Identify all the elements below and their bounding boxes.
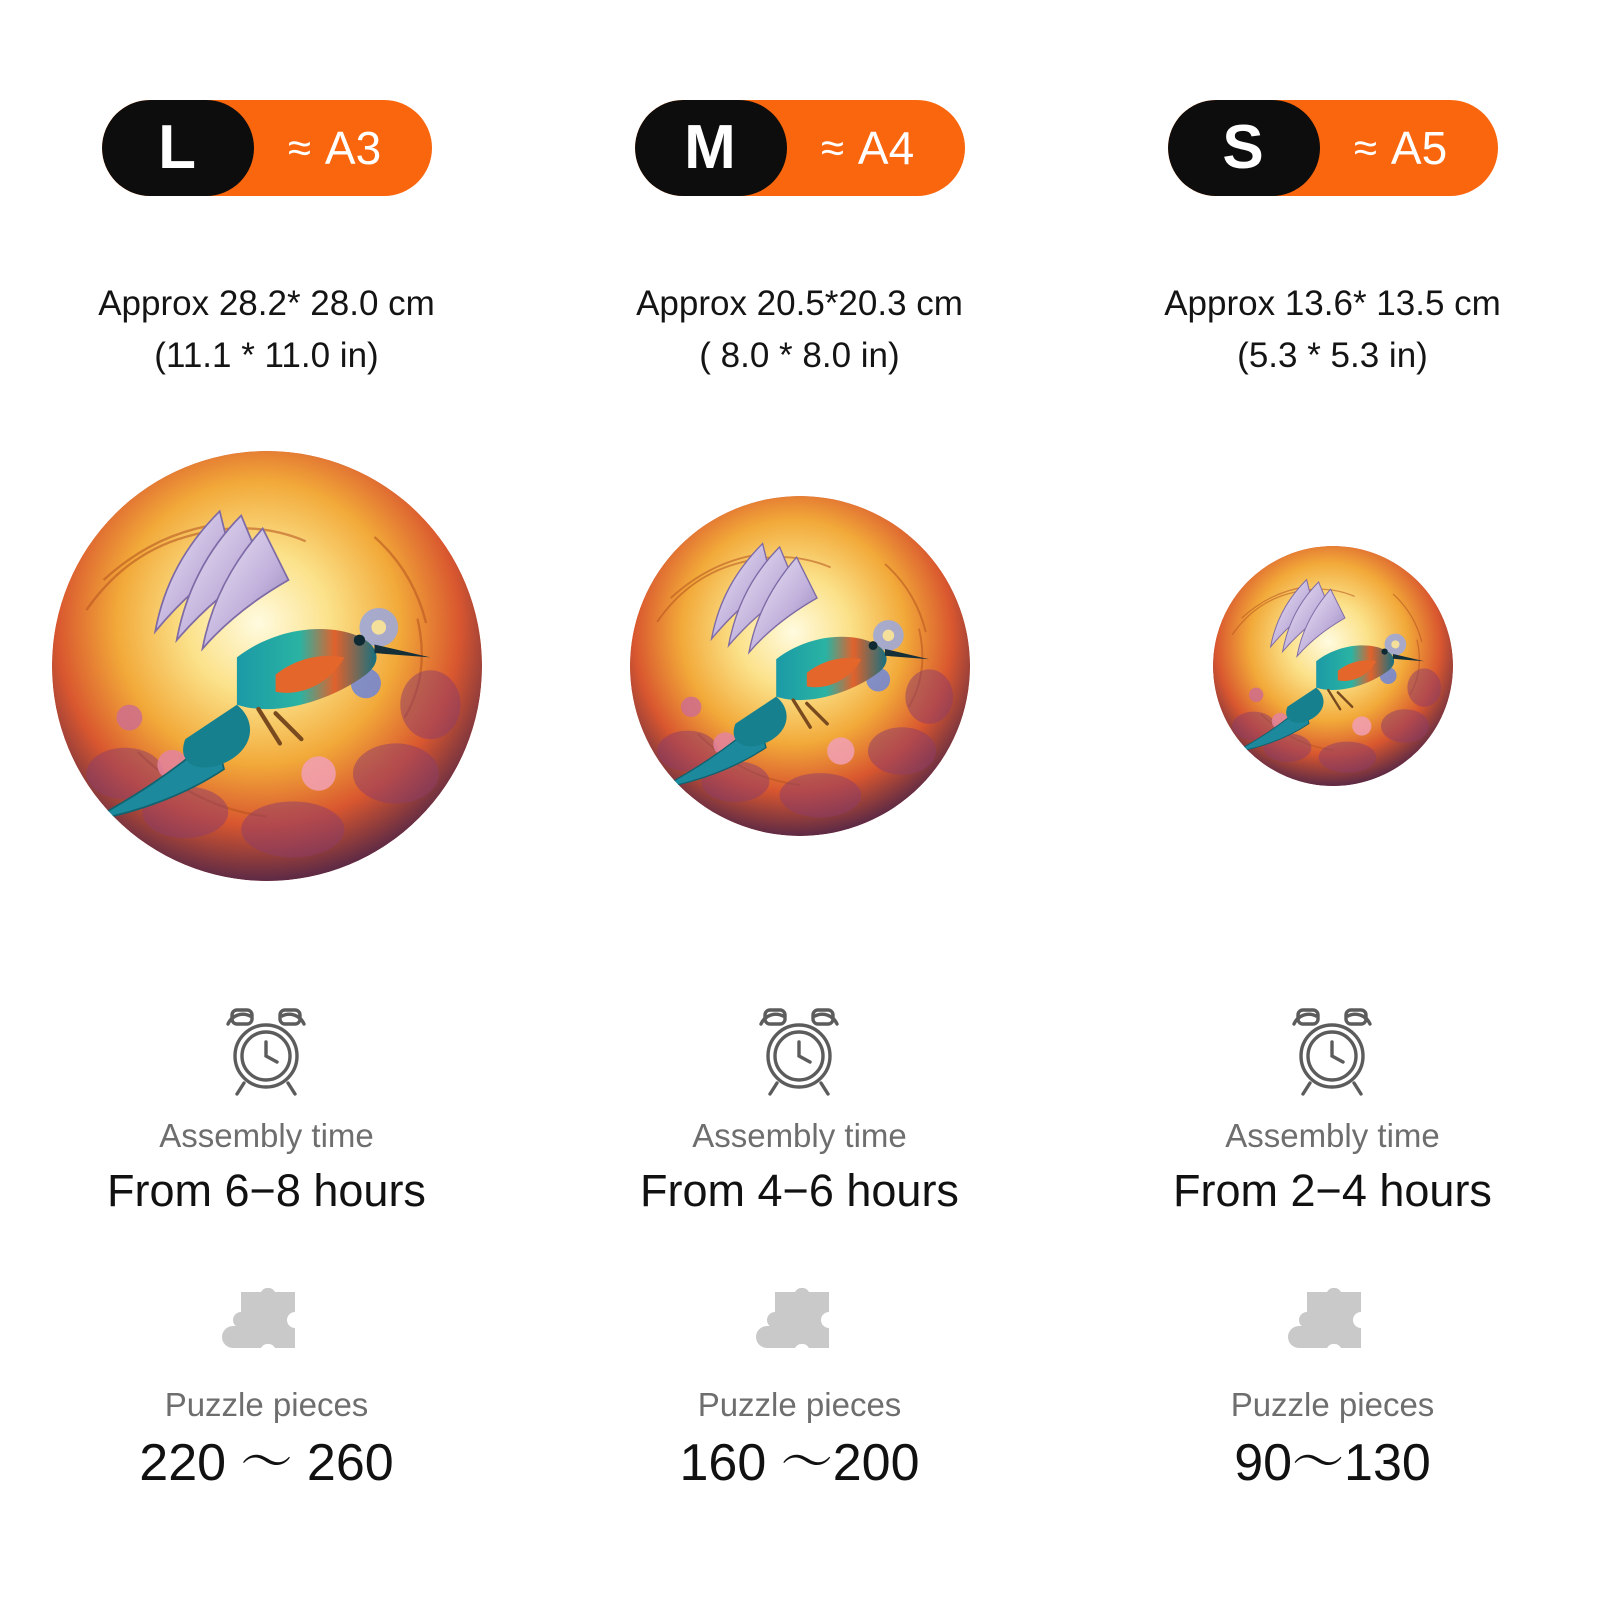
dimensions-cm: Approx 28.2* 28.0 cm — [98, 284, 435, 323]
dimensions-block — [1164, 278, 1501, 382]
dimensions-block — [636, 278, 963, 382]
paper-format-label: A4 — [857, 122, 915, 174]
dimensions-block — [98, 278, 435, 382]
size-badge-l — [102, 100, 432, 196]
puzzle-pieces-value: 220 ～ 260 — [139, 1434, 394, 1492]
dimensions-cm: Approx 13.6* 13.5 cm — [1164, 284, 1501, 323]
size-letter: S — [1222, 113, 1265, 182]
hummingbird-puzzle-image — [630, 496, 970, 836]
puzzle-pieces-value: 160 ～200 — [679, 1434, 920, 1492]
puzzle-image-area-s — [1213, 416, 1453, 916]
puzzle-pieces-block — [139, 1278, 393, 1493]
size-option-column-s — [1066, 100, 1599, 1493]
dimensions-in: ( 8.0 * 8.0 in) — [699, 336, 900, 375]
puzzle-image-area-m — [630, 416, 970, 916]
assembly-time-block — [640, 994, 959, 1218]
hummingbird-illustration — [52, 451, 482, 881]
hummingbird-puzzle-image — [52, 451, 482, 881]
assembly-time-label: Assembly time — [692, 1117, 907, 1154]
size-option-column-m — [533, 100, 1066, 1493]
hummingbird-puzzle-image — [1213, 546, 1453, 786]
paper-format-area — [1320, 122, 1498, 174]
assembly-time-block — [107, 994, 426, 1218]
puzzle-pieces-block — [1231, 1278, 1435, 1493]
size-letter-badge — [635, 100, 787, 196]
assembly-time-block — [1173, 994, 1492, 1218]
hummingbird-illustration — [1213, 546, 1453, 786]
puzzle-pieces-value: 90～130 — [1234, 1434, 1431, 1492]
puzzle-piece-icon — [211, 1278, 321, 1373]
assembly-time-label: Assembly time — [1225, 1117, 1440, 1154]
assembly-time-value: From 2−4 hours — [1173, 1165, 1492, 1216]
dimensions-cm: Approx 20.5*20.3 cm — [636, 284, 963, 323]
paper-format-area — [254, 122, 432, 174]
paper-format-label: A3 — [324, 122, 382, 174]
size-letter-badge — [1168, 100, 1320, 196]
size-badge-m — [635, 100, 965, 196]
puzzle-pieces-label: Puzzle pieces — [1230, 1386, 1435, 1423]
dimensions-in: (5.3 * 5.3 in) — [1237, 336, 1428, 375]
puzzle-pieces-label: Puzzle pieces — [697, 1386, 902, 1423]
size-badge-s — [1168, 100, 1498, 196]
alarm-clock-icon — [739, 994, 859, 1104]
size-letter: M — [684, 113, 737, 182]
paper-format-label: A5 — [1390, 122, 1448, 174]
alarm-clock-icon — [206, 994, 326, 1104]
alarm-clock-icon — [1272, 994, 1392, 1104]
puzzle-image-area-l — [52, 416, 482, 916]
dimensions-in: (11.1 * 11.0 in) — [154, 336, 379, 375]
puzzle-piece-icon — [745, 1278, 855, 1373]
size-letter-badge — [102, 100, 254, 196]
size-option-column-l — [0, 100, 533, 1493]
paper-format-area — [787, 122, 965, 174]
puzzle-piece-icon — [1277, 1278, 1387, 1373]
assembly-time-label: Assembly time — [159, 1117, 374, 1154]
approx-icon: ≈ — [1353, 124, 1377, 171]
puzzle-pieces-label: Puzzle pieces — [164, 1386, 369, 1423]
hummingbird-illustration — [630, 496, 970, 836]
assembly-time-value: From 4−6 hours — [640, 1165, 959, 1216]
puzzle-pieces-block — [680, 1278, 920, 1493]
approx-icon: ≈ — [287, 124, 311, 171]
assembly-time-value: From 6−8 hours — [107, 1165, 426, 1216]
approx-icon: ≈ — [820, 124, 844, 171]
size-letter: L — [158, 113, 197, 182]
